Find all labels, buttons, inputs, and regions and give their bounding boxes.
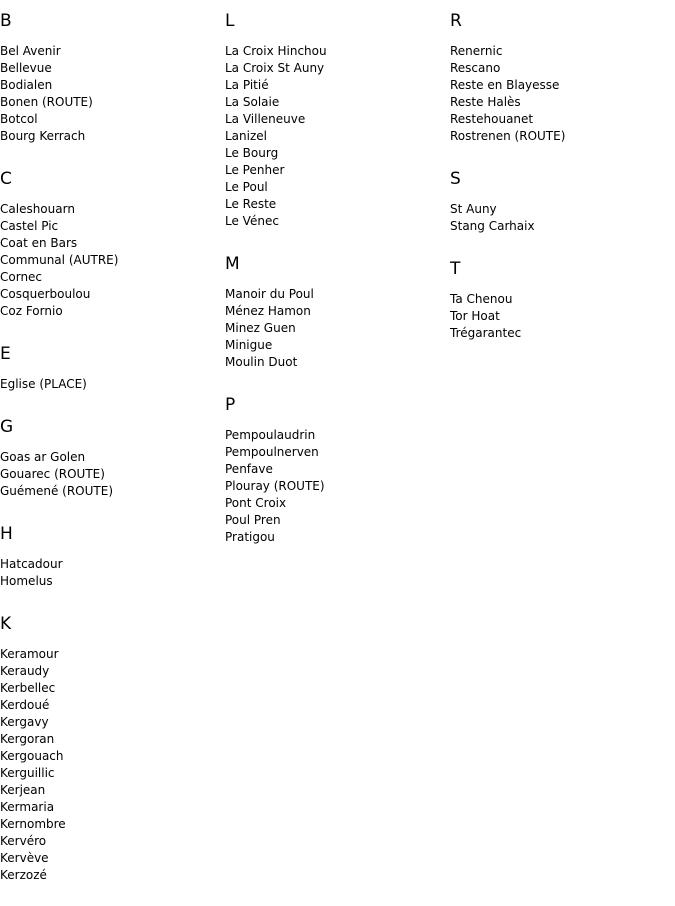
entry-list [450, 43, 670, 145]
entry-list [225, 427, 445, 546]
list-item: Castel Pic [0, 219, 59, 233]
letter-heading: B [0, 11, 12, 31]
list-item: Reste en Blayesse [450, 78, 560, 92]
letter-group [450, 167, 670, 235]
list-item: Kervève [0, 851, 49, 865]
entry-list [0, 201, 220, 320]
list-item: Poul Pren [225, 513, 281, 527]
list-item: St Auny [450, 202, 497, 216]
letter-group [0, 415, 220, 500]
list-item: Ta Chenou [450, 292, 513, 306]
list-item: Le Penher [225, 163, 285, 177]
index-column-1 [0, 9, 220, 906]
list-item: Keramour [0, 647, 59, 661]
entry-list [225, 43, 445, 230]
list-item: Stang Carhaix [450, 219, 535, 233]
list-item: Kermaria [0, 800, 55, 814]
list-item: Ménez Hamon [225, 304, 311, 318]
list-item: Kergoran [0, 732, 55, 746]
letter-group [450, 9, 670, 145]
list-item: Le Vénec [225, 214, 279, 228]
letter-heading: M [225, 254, 240, 274]
list-item: La Villeneuve [225, 112, 306, 126]
letter-group [225, 393, 445, 546]
list-item: Homelus [0, 574, 53, 588]
list-item: Tor Hoat [450, 309, 500, 323]
list-item: Trégarantec [450, 326, 522, 340]
list-item: Eglise (PLACE) [0, 377, 87, 391]
list-item: Gouarec (ROUTE) [0, 467, 105, 481]
list-item: La Pitié [225, 78, 269, 92]
letter-group [0, 9, 220, 145]
list-item: Kerzozé [0, 868, 47, 882]
list-item: La Croix Hinchou [225, 44, 327, 58]
list-item: Coz Fornio [0, 304, 63, 318]
list-item: Kerdoué [0, 698, 50, 712]
entry-list [450, 201, 670, 235]
letter-heading: R [450, 11, 462, 31]
list-item: Bel Avenir [0, 44, 61, 58]
letter-group [450, 257, 670, 342]
letter-group [225, 252, 445, 371]
letter-heading: G [0, 417, 14, 437]
list-item: La Croix St Auny [225, 61, 325, 75]
letter-group [0, 167, 220, 320]
list-item: Pempoulaudrin [225, 428, 316, 442]
letter-heading: E [0, 344, 11, 364]
list-item: Caleshouarn [0, 202, 75, 216]
list-item: Minigue [225, 338, 273, 352]
list-item: Reste Halès [450, 95, 521, 109]
index-column-3 [450, 9, 670, 364]
letter-heading: C [0, 169, 12, 189]
list-item: Goas ar Golen [0, 450, 86, 464]
list-item: Pempoulnerven [225, 445, 319, 459]
letter-heading: P [225, 395, 236, 415]
entry-list [0, 43, 220, 145]
list-item: Bonen (ROUTE) [0, 95, 93, 109]
list-item: Restehouanet [450, 112, 534, 126]
letter-heading: H [0, 524, 13, 544]
letter-heading: T [450, 259, 461, 279]
list-item: Le Reste [225, 197, 277, 211]
list-item: Bellevue [0, 61, 52, 75]
list-item: Cornec [0, 270, 43, 284]
list-item: Pont Croix [225, 496, 287, 510]
list-item: Kerjean [0, 783, 46, 797]
list-item: Rescano [450, 61, 501, 75]
letter-heading: L [225, 11, 235, 31]
list-item: Kerguillic [0, 766, 55, 780]
list-item: Moulin Duot [225, 355, 298, 369]
list-item: Minez Guen [225, 321, 296, 335]
letter-heading: S [450, 169, 461, 189]
entry-list [225, 286, 445, 371]
list-item: Le Bourg [225, 146, 279, 160]
list-item: Manoir du Poul [225, 287, 314, 301]
entry-list [0, 376, 220, 393]
list-item: Le Poul [225, 180, 268, 194]
list-item: Penfave [225, 462, 273, 476]
entry-list [0, 449, 220, 500]
entry-list [450, 291, 670, 342]
list-item: Pratigou [225, 530, 275, 544]
list-item: Rostrenen (ROUTE) [450, 129, 566, 143]
entry-list [0, 556, 220, 590]
list-item: Hatcadour [0, 557, 63, 571]
list-item: Lanizel [225, 129, 267, 143]
list-item: Coat en Bars [0, 236, 78, 250]
list-item: Kergavy [0, 715, 49, 729]
list-item: Renernic [450, 44, 503, 58]
list-item: Cosquerboulou [0, 287, 91, 301]
list-item: Guémené (ROUTE) [0, 484, 114, 498]
list-item: Kernombre [0, 817, 66, 831]
list-item: La Solaie [225, 95, 280, 109]
letter-group [0, 342, 220, 393]
letter-group [0, 612, 220, 884]
list-item: Plouray (ROUTE) [225, 479, 325, 493]
list-item: Botcol [0, 112, 38, 126]
index-column-2 [225, 9, 445, 568]
list-item: Bourg Kerrach [0, 129, 86, 143]
letter-group [0, 522, 220, 590]
list-item: Kerbellec [0, 681, 56, 695]
list-item: Bodialen [0, 78, 53, 92]
list-item: Kervéro [0, 834, 47, 848]
list-item: Kergouach [0, 749, 64, 763]
letter-heading: K [0, 614, 12, 634]
entry-list [0, 646, 220, 884]
list-item: Communal (AUTRE) [0, 253, 119, 267]
letter-group [225, 9, 445, 230]
list-item: Keraudy [0, 664, 50, 678]
